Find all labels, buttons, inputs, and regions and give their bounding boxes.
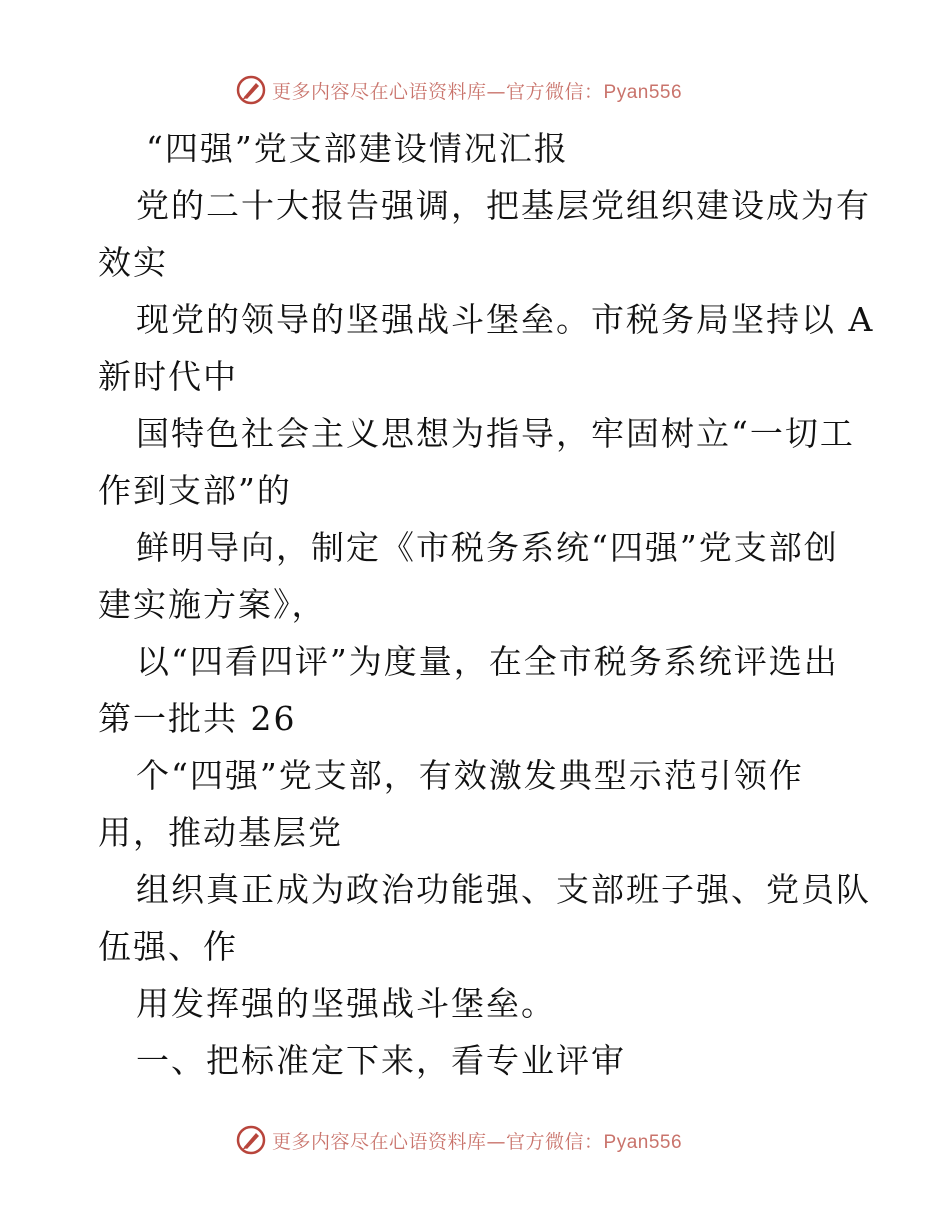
paragraph-line: 党的二十大报告强调，把基层党组织建设成为有 bbox=[136, 186, 871, 225]
paragraph-line: 国特色社会主义思想为指导，牢固树立“一切工 bbox=[136, 414, 855, 453]
paragraph-line: 建实施方案》， bbox=[98, 585, 327, 624]
section-heading: 一、把标准定下来，看专业评审 bbox=[136, 1041, 626, 1080]
header-watermark bbox=[236, 73, 682, 107]
pen-logo-icon bbox=[236, 1125, 266, 1155]
paragraph-line: 组织真正成为政治功能强、支部班子强、党员队 bbox=[136, 870, 871, 909]
paragraph-line: 鲜明导向，制定《市税务系统“四强”党支部创 bbox=[136, 528, 839, 567]
paragraph-line: 伍强、作 bbox=[98, 927, 238, 966]
paragraph-line: 用发挥强的坚强战斗堡垒。 bbox=[136, 984, 556, 1023]
paragraph-line: 效实 bbox=[98, 243, 168, 282]
paragraph-line: 以“四看四评”为度量，在全市税务系统评选出 bbox=[136, 642, 839, 681]
document-title: “四强”党支部建设情况汇报 bbox=[146, 129, 569, 168]
paragraph-line: 现党的领导的坚强战斗堡垒。市税务局坚持以 A bbox=[136, 300, 875, 339]
watermark-text: 更多内容尽在心语资料库—官方微信：Pyan556 bbox=[272, 1130, 683, 1153]
footer-watermark bbox=[236, 1123, 682, 1157]
paragraph-line: 第一批共 26 bbox=[98, 699, 297, 738]
watermark-text: 更多内容尽在心语资料库—官方微信：Pyan556 bbox=[272, 80, 683, 103]
pen-logo-icon bbox=[236, 75, 266, 105]
paragraph-line: 用，推动基层党 bbox=[98, 813, 343, 852]
paragraph-line: 作到支部”的 bbox=[98, 471, 292, 510]
paragraph-line: 新时代中 bbox=[98, 357, 238, 396]
paragraph-line: 个“四强”党支部，有效激发典型示范引领作 bbox=[136, 756, 804, 795]
document-body bbox=[98, 120, 875, 1089]
